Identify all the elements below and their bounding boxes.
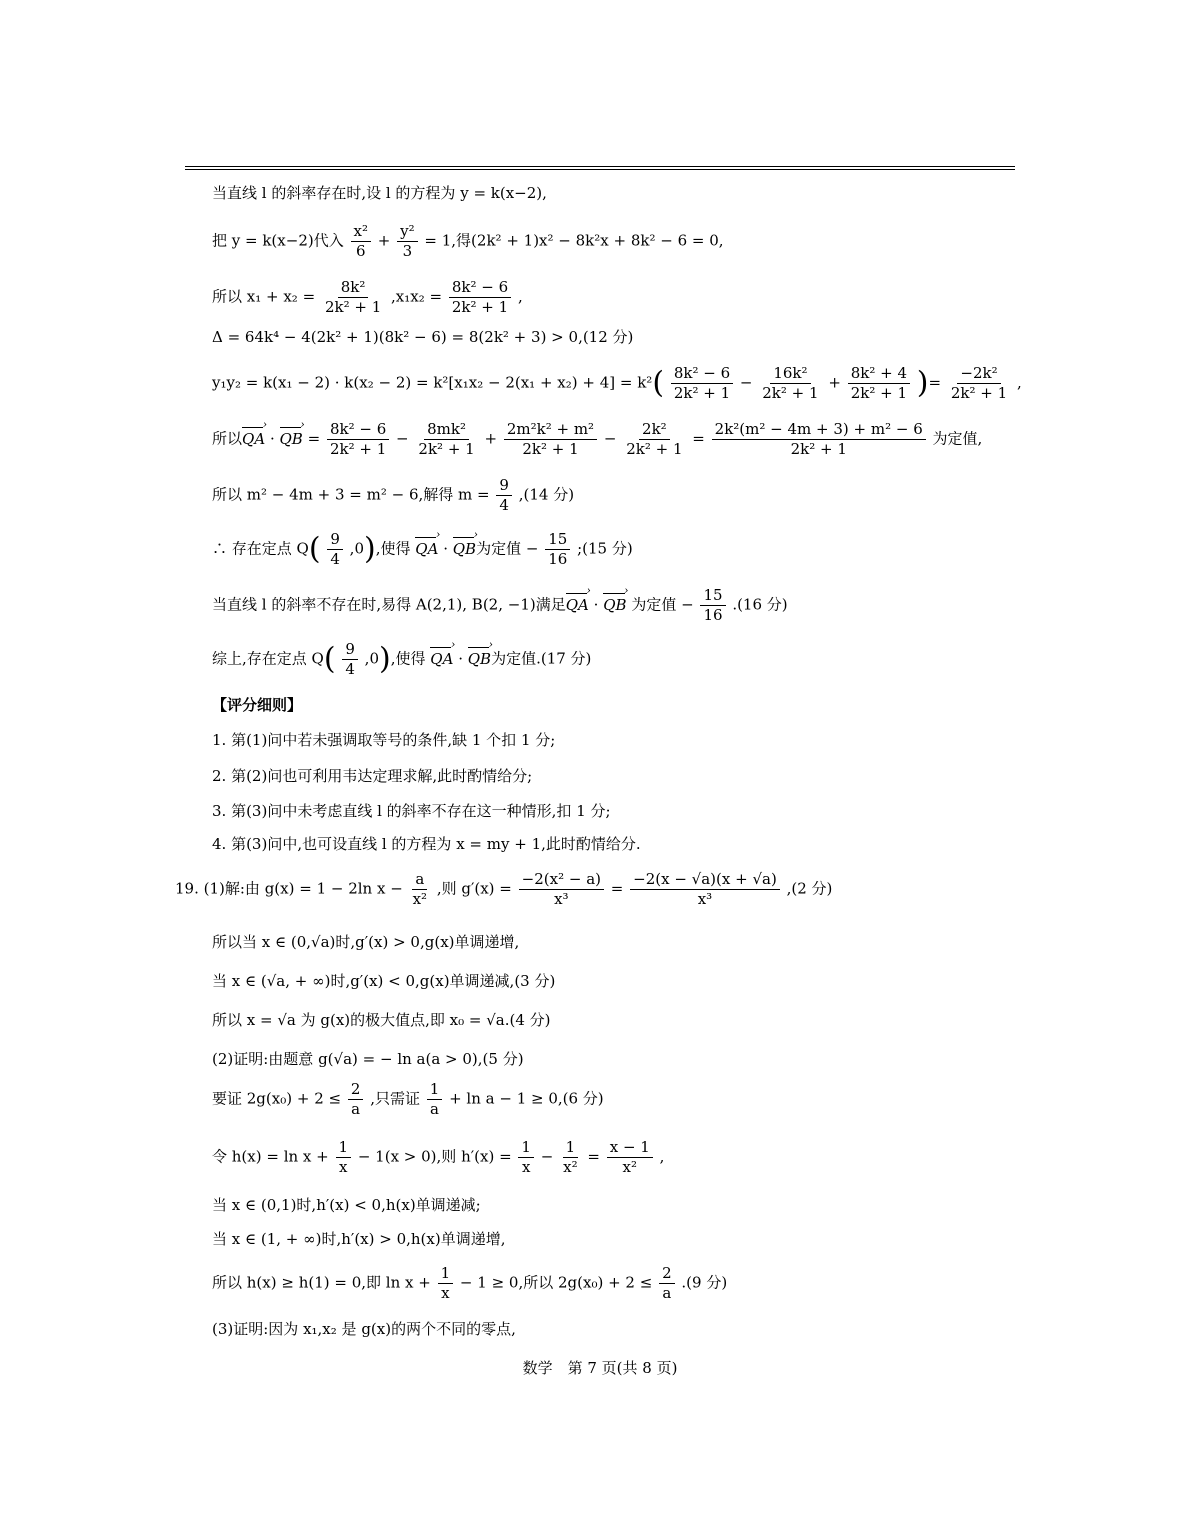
vector-qa: QA › <box>415 542 438 557</box>
fraction: $\frac{9}{4}$ <box>342 642 358 677</box>
top-rule-1 <box>185 166 1015 167</box>
vector-qa: QA › <box>430 652 453 667</box>
line-s3: 所以 x = √a 为 g(x)的极大值点,即 x₀ = √a.(4 分) <box>212 1011 551 1029</box>
fraction: $\frac{9}{4}$ <box>496 478 512 513</box>
fraction: $\frac{\text{8k² − 6}}{\text{2k² + 1}}$ <box>327 422 389 457</box>
fraction: $\frac{\text{16k²}}{\text{2k² + 1}}$ <box>762 364 819 402</box>
line-s5: 要证 2g(x₀) + 2 ≤ $\frac{2}{a}$ ,只需证 $\frac{1}{a}$ + ln a − 1 ≥ 0,(6 分) <box>212 1080 604 1118</box>
line-1: 当直线 l 的斜率存在时,设 l 的方程为 y = k(x−2), <box>212 184 547 202</box>
fraction: $\frac{\text{y²}}{3}$ <box>397 224 418 259</box>
fraction: $\frac{\text{8k² + 4}}{\text{2k² + 1}}$ <box>848 366 910 401</box>
scoring-rule-1: 1. 第(1)问中若未强调取等号的条件,缺 1 个扣 1 分; <box>212 731 556 749</box>
fraction: $\frac{1}{x}$ <box>438 1266 454 1301</box>
fraction: $\frac{-2(x - √a)(x + √a)}{\text{x³}}$ <box>630 872 780 907</box>
fraction: $\frac{\text{−2(x² − a)}}{\text{x³}}$ <box>519 872 604 907</box>
fraction: $\frac{\text{8k² − 6}}{\text{2k² + 1}}$ <box>449 280 511 315</box>
fraction: $\frac{9}{4}$ <box>327 532 343 567</box>
fraction: $\frac{1}{x}$ <box>336 1140 352 1175</box>
line-s9: 所以 h(x) ≥ h(1) = 0,即 ln x + $\frac{1}{x}$ − 1 ≥ 0,所以 2g(x₀) + 2 ≤ $\frac{2}{a}$ .(9 分) <box>212 1264 728 1302</box>
vector-qb: QB › <box>280 432 303 447</box>
fraction: $\frac{\text{2m²k² + m²}}{\text{2k² + 1}}$ <box>504 422 597 457</box>
scoring-rule-4: 4. 第(3)问中,也可设直线 l 的方程为 x = my + 1,此时酌情给分. <box>212 835 641 853</box>
fraction: $\frac{\text{8k² − 6}}{\text{2k² + 1}}$ <box>671 366 733 401</box>
fraction: $\frac{a}{\text{x²}}$ <box>412 870 428 908</box>
fraction: $\frac{15}{16}$ <box>545 532 570 567</box>
line-s6: 令 h(x) = ln x + $\frac{1}{x}$ − 1(x > 0),则 h′(x) = $\frac{1}{x}$ − $\frac{1}{\text{x²}}$ = $\frac{x - 1}{\text{x²}}$ , <box>212 1138 665 1176</box>
vector-qb: QB › <box>453 542 476 557</box>
fraction: $\frac{2}{a}$ <box>348 1082 364 1117</box>
fraction: $\frac{\text{−2k²}}{\text{2k² + 1}}$ <box>950 364 1008 402</box>
line-7: 所以 m² − 4m + 3 = m² − 6,解得 m = $\frac{9}{4}$ ,(14 分) <box>212 476 575 514</box>
fraction: $\frac{\text{8k²}}{\text{2k² + 1}}$ <box>324 278 382 316</box>
line-2: 把 y = k(x−2)代入 $\frac{\text{x²}}{6}$ + $\frac{\text{y²}}{3}$ = 1,得(2k² + 1)x² − 8k²x + 8k² − 6 = 0, <box>212 222 724 260</box>
line-3: 所以 x₁ + x₂ = $\frac{\text{8k²}}{\text{2k² + 1}}$ ,x₁x₂ = $\frac{\text{8k² − 6}}{\text{2k² + 1}}$ , <box>212 278 523 316</box>
fraction: $\frac{1}{\text{x²}}$ <box>563 1138 578 1176</box>
fraction: $\frac{1}{a}$ <box>427 1082 443 1117</box>
top-rule-2 <box>185 169 1015 170</box>
page-footer: 数学 第 7 页(共 8 页) <box>522 1359 678 1377</box>
fraction: $\frac{1}{x}$ <box>518 1140 534 1175</box>
fraction: $\frac{\text{8mk²}}{\text{2k² + 1}}$ <box>418 420 475 458</box>
line-s2: 当 x ∈ (√a, + ∞)时,g′(x) < 0,g(x)单调递减,(3 分) <box>212 972 556 990</box>
vector-qa: QA › <box>242 432 265 447</box>
fraction: $\frac{\text{2k²(m² − 4m + 3) + m² − 6}}{\text{2k² + 1}}$ <box>712 422 926 457</box>
line-4: Δ = 64k⁴ − 4(2k² + 1)(8k² − 6) = 8(2k² + 3) > 0,(12 分) <box>212 328 634 346</box>
line-s8: 当 x ∈ (1, + ∞)时,h′(x) > 0,h(x)单调递增, <box>212 1230 506 1248</box>
fraction: $\frac{x - 1}{\text{x²}}$ <box>607 1140 653 1175</box>
line-8: ∴ 存在定点 Q( $\frac{9}{4}$ ,0),使得 QA › · QB ›为定值 − $\frac{15}{16}$ ;(15 分) <box>212 532 633 567</box>
vector-qa: QA › <box>566 598 589 613</box>
line-6: 所以QA › · QB › = $\frac{\text{8k² − 6}}{\text{2k² + 1}}$ − $\frac{\text{8mk²}}{\text{2k² + 1}}$ + $\frac{\text{2m²k² + m²}}{\text{2k² + 1}}$ − $\frac{\text{2k²}}{\text{2k² + 1}}$ = $\frac{\text{2k²(m² − 4m + 3) + m² − 6}}{\text{2k² + 1}}$ 为定值, <box>212 422 982 457</box>
line-9: 当直线 l 的斜率不存在时,易得 A(2,1), B(2, −1)满足QA › · QB › 为定值 − $\frac{15}{16}$ .(16 分) <box>212 588 788 623</box>
question-19-start: 19. (1)解:由 g(x) = 1 − 2ln x − $\frac{a}{\text{x²}}$ ,则 g′(x) = $\frac{\text{−2(x² − a)}}{\text{x³}}$ = $\frac{-2(x - √a)(x + √a)}{\text{x³}}$ ,(2 分) <box>175 870 833 908</box>
fraction: $\frac{2}{a}$ <box>659 1266 675 1301</box>
vector-qb: QB › <box>603 598 626 613</box>
line-s7: 当 x ∈ (0,1)时,h′(x) < 0,h(x)单调递减; <box>212 1196 481 1214</box>
line-s1: 所以当 x ∈ (0,√a)时,g′(x) > 0,g(x)单调递增, <box>212 933 520 951</box>
scoring-rule-2: 2. 第(2)问也可利用韦达定理求解,此时酌情给分; <box>212 767 533 785</box>
vector-qb: QB › <box>468 652 491 667</box>
fraction: $\frac{\text{2k²}}{\text{2k² + 1}}$ <box>626 420 683 458</box>
line-s4: (2)证明:由题意 g(√a) = − ln a(a > 0),(5 分) <box>212 1050 524 1068</box>
scoring-rules-heading: 【评分细则】 <box>212 696 303 714</box>
line-10: 综上,存在定点 Q( $\frac{9}{4}$ ,0),使得 QA › · QB ›为定值.(17 分) <box>212 642 591 677</box>
line-s10: (3)证明:因为 x₁,x₂ 是 g(x)的两个不同的零点, <box>212 1320 516 1338</box>
scoring-rule-3: 3. 第(3)问中未考虑直线 l 的斜率不存在这一种情形,扣 1 分; <box>212 802 611 820</box>
fraction: $\frac{15}{16}$ <box>700 588 725 623</box>
line-5: y₁y₂ = k(x₁ − 2) · k(x₂ − 2) = k²[x₁x₂ − 2(x₁ + x₂) + 4] = k²( $\frac{\text{8k² − 6}}{\text{2k² + 1}}$ − $\frac{\text{16k²}}{\text{2k² + 1}}$ + $\frac{\text{8k² + 4}}{\text{2k² + 1}}$ )= $\frac{\text{−2k²}}{\text{2k² + 1}}$ , <box>212 364 1022 402</box>
fraction: $\frac{\text{x²}}{6}$ <box>351 224 371 259</box>
